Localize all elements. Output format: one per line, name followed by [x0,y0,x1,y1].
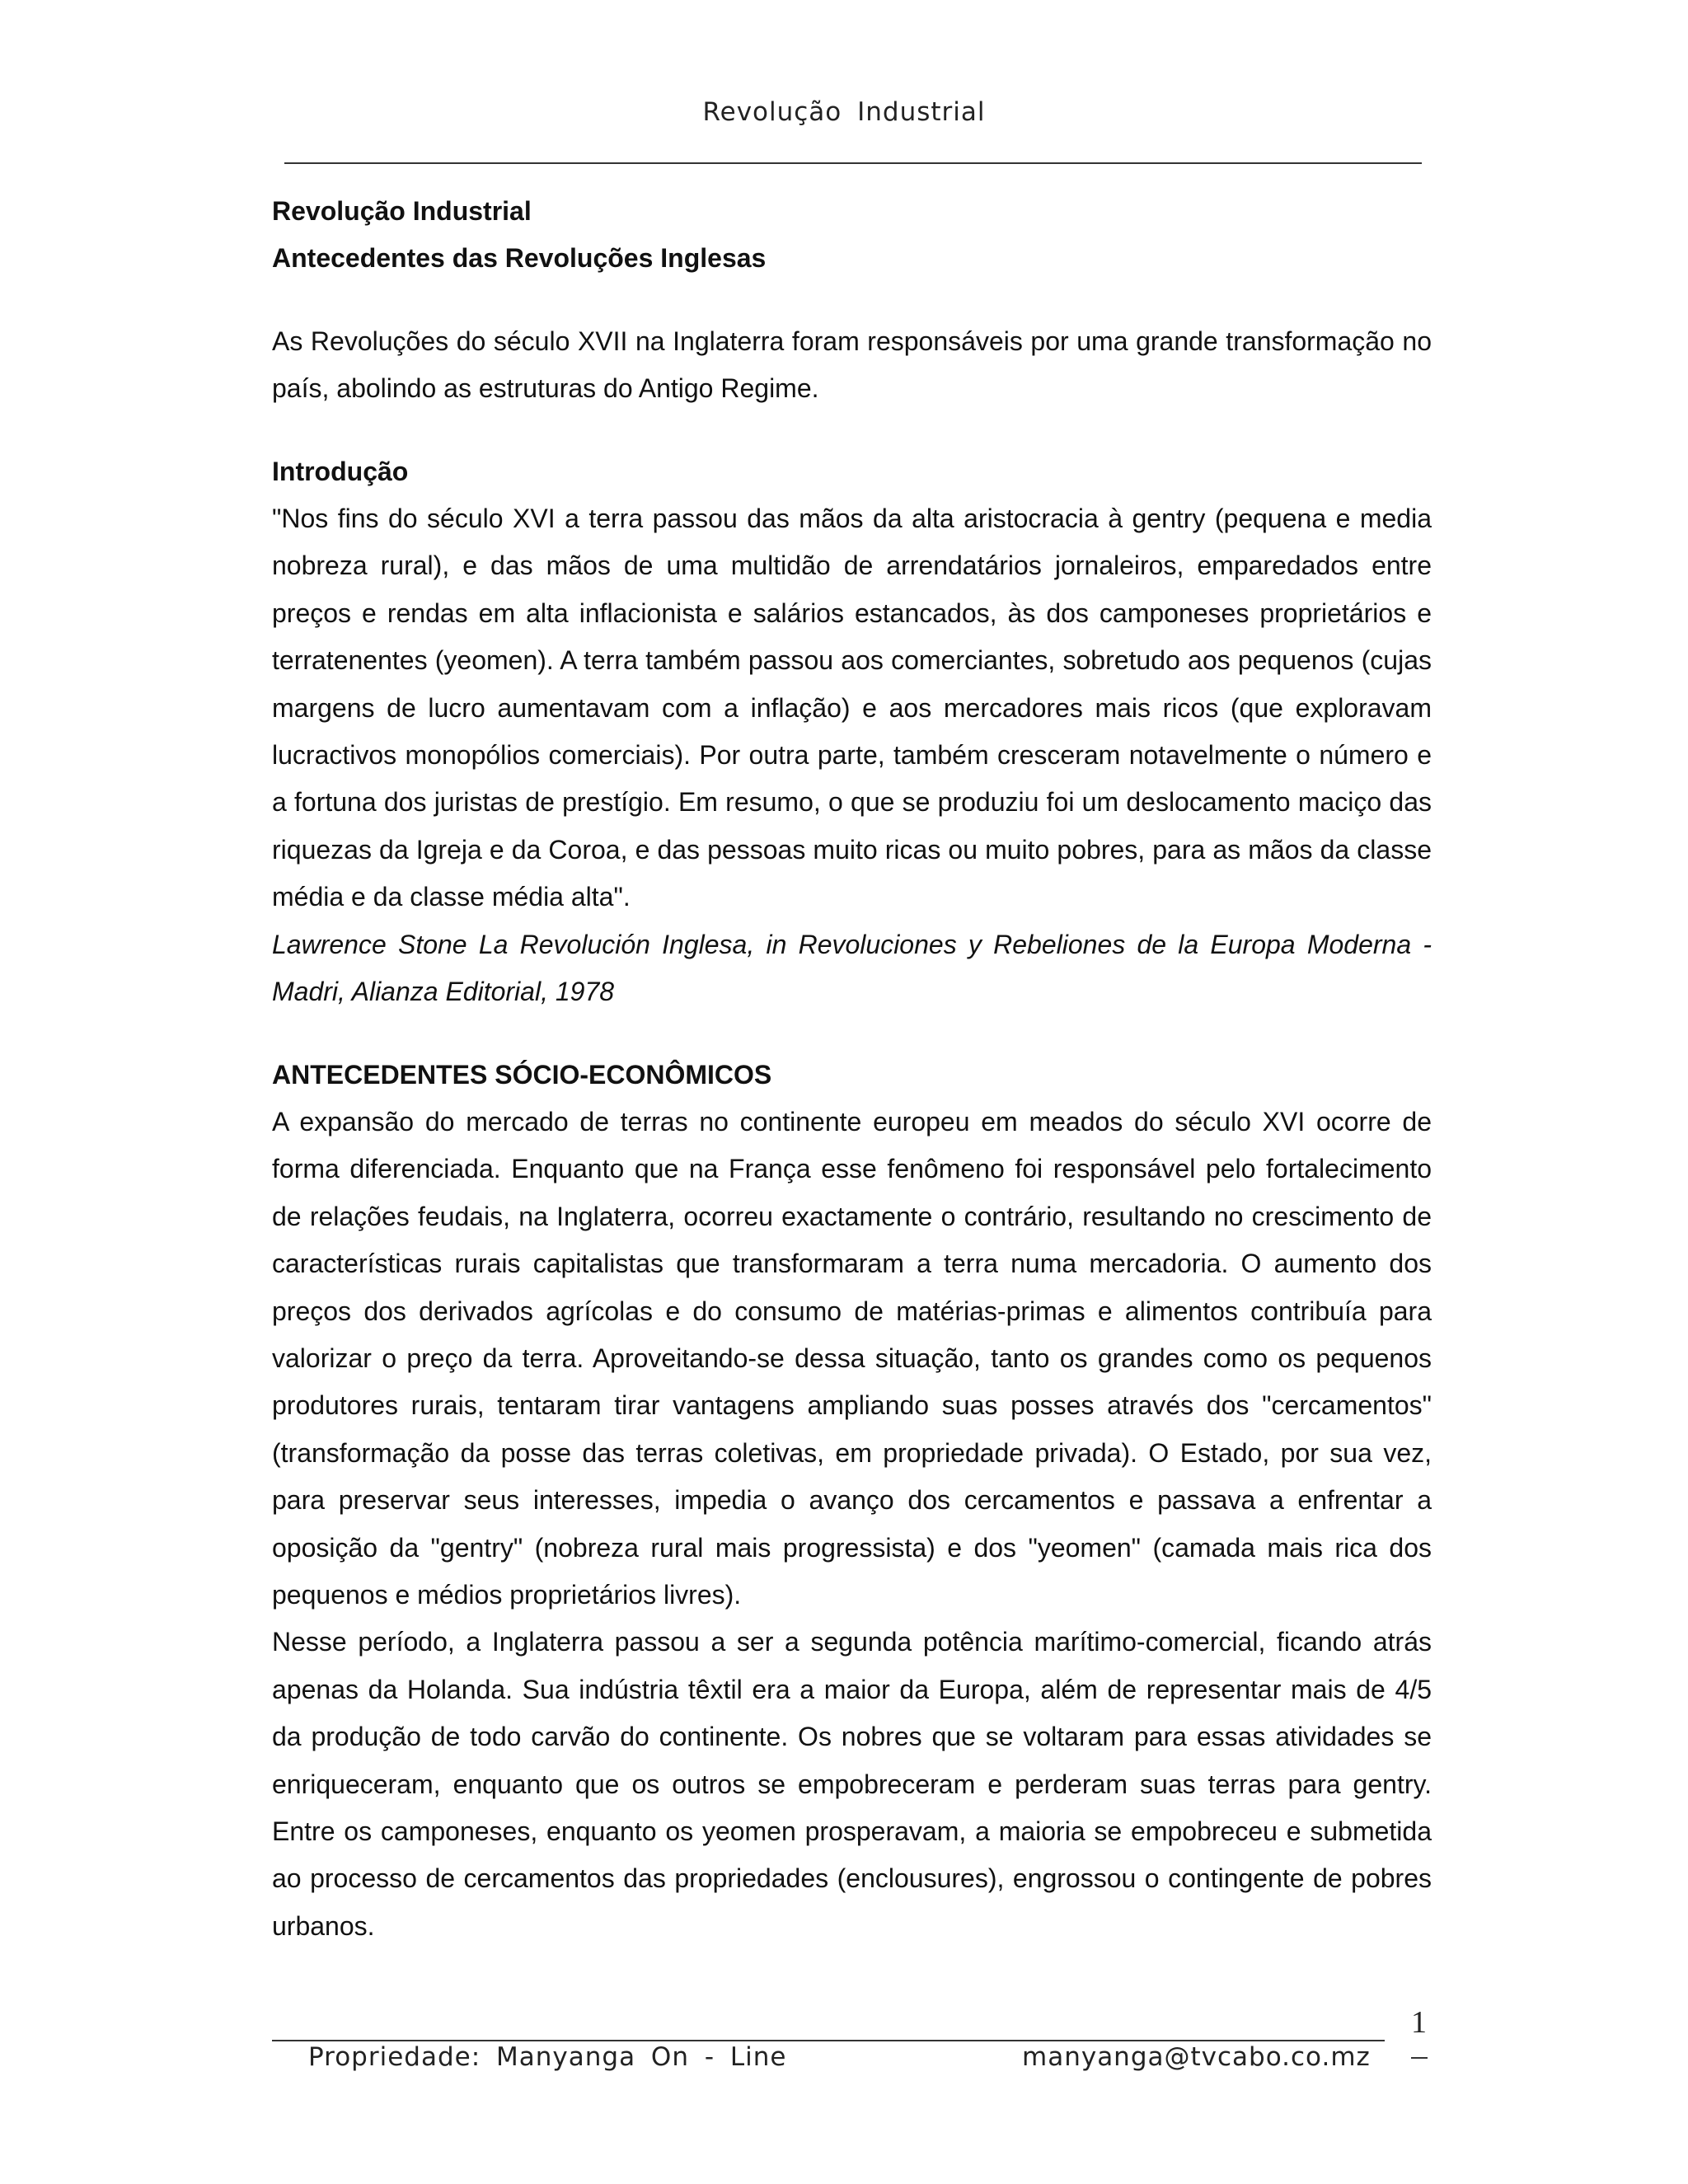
footer-owner: Propriedade: Manyanga On - Line [308,2042,787,2072]
page-number-underline [1411,2057,1428,2059]
footer-email: manyanga@tvcabo.co.mz [1022,2042,1371,2072]
document-title: Revolução Industrial [272,196,532,226]
spacer [272,1016,1432,1052]
spacer [272,283,1432,318]
section-heading: ANTECEDENTES SÓCIO-ECONÔMICOS [272,1059,772,1090]
section-paragraph: Nesse período, a Inglaterra passou a ser a segunda potência marítimo-comercial, ficando atrás apenas da Holanda. Sua indústria têxtil era a maior da Europa, além de representar mais de 4/5 da produção de todo carvão do continente. Os nobres que se voltaram para essas atividades se enriqueceram, enquanto que os outros se empobreceram e perderam suas terras para gentry. Entre os camponeses, enquanto os yeomen prosperavam, a maioria se empobreceu e submetida ao processo de cercamentos das propriedades (enclousures), engrossou o contingente de pobres urbanos. [272,1627,1432,1941]
footer-divider [272,2040,1385,2041]
spacer [272,413,1432,448]
page-number: 1 [1411,2005,1427,2040]
lead-paragraph: As Revoluções do século XVII na Inglaterra foram responsáveis por uma grande transformação no país, abolindo as estruturas do Antigo Regime. [272,326,1432,404]
intro-heading: Introdução [272,456,409,486]
section-paragraph: A expansão do mercado de terras no continente europeu em meados do século XVI ocorre de forma diferenciada. Enquanto que na França esse fenômeno foi responsável pelo fortalecimento de relações feudais, na Inglaterra, ocorreu exactamente o contrário, resultando no crescimento de características rurais capitalistas que transformaram a terra numa mercadoria. O aumento dos preços dos derivados agrícolas e do consumo de matérias-primas e alimentos contribuía para valorizar o preço da terra. Aproveitando-se dessa situação, tanto os grandes como os pequenos produtores rurais, tentaram tirar vantagens ampliando suas posses através dos "cercamentos" (transformação da posse das terras coletivas, em propriedade privada). O Estado, por sua vez, para preservar seus interesses, impedia o avanço dos cercamentos e passava a enfrentar a oposição da "gentry" (nobreza rural mais progressista) e dos "yeomen" (camada mais rica dos pequenos e médios proprietários livres). [272,1106,1432,1610]
intro-quote: "Nos fins do século XVI a terra passou das mãos da alta aristocracia à gentry (pequena e media nobreza rural), e das mãos de uma multidão de arrendatários jornaleiros, emparedados entre preços e rendas em alta inflacionista e salários estancados, às dos camponeses proprietários e terratenentes (yeomen). A terra também passou aos comerciantes, sobretudo aos pequenos (cujas margens de lucro aumentavam com a inflação) e aos mercadores mais ricos (que exploravam lucractivos monopólios comerciais). Por outra parte, também cresceram notavelmente o número e a fortuna dos juristas de prestígio. Em resumo, o que se produziu foi um deslocamento maciço das riquezas da Igreja e da Coroa, e das pessoas muito ricas ou muito pobres, para as mãos da classe média e da classe média alta". [272,504,1432,912]
document-body [272,188,1432,1950]
citation: Lawrence Stone La Revolución Inglesa, in Revoluciones y Rebeliones de la Europa Moderna - Madri, Alianza Editorial, 1978 [272,929,1432,1007]
running-header: Revolução Industrial [702,97,986,127]
document-subtitle: Antecedentes das Revoluções Inglesas [272,243,767,274]
header-divider [284,162,1422,164]
